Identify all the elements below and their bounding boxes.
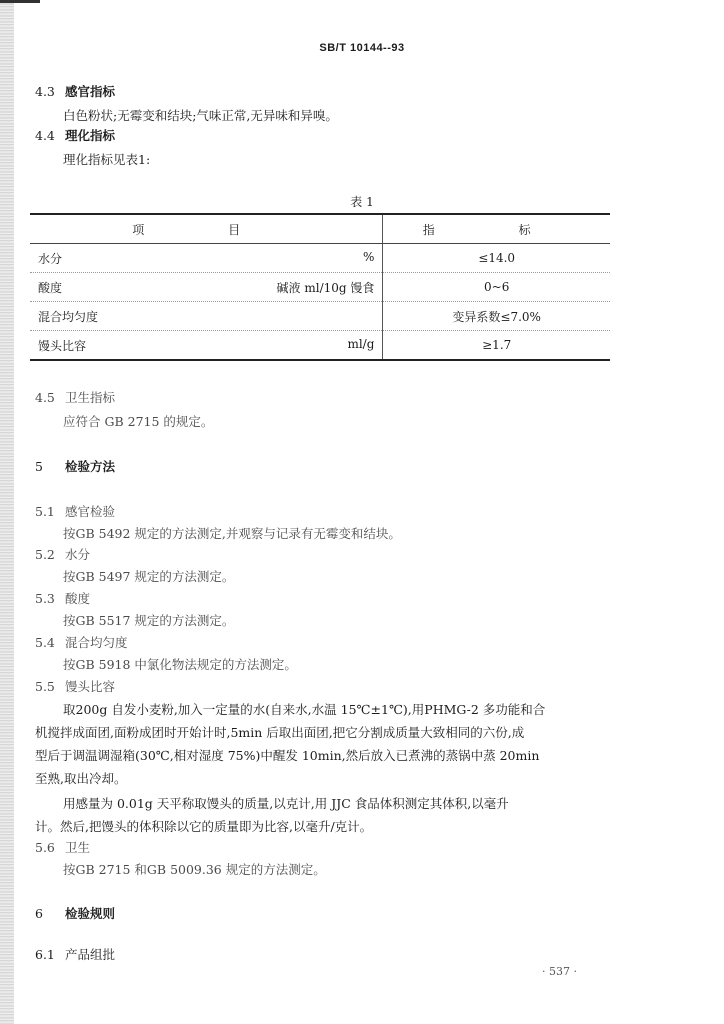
section-title: 混合均匀度 (65, 635, 128, 650)
table-cell-spec: ≥1.7 (383, 331, 610, 361)
standard-code-header: SB/T 10144--93 (319, 42, 405, 54)
section-5-6-text: 按GB 2715 和GB 5009.36 规定的方法测定。 (63, 862, 326, 877)
section-title: 理化指标 (65, 128, 116, 143)
section-5-4-text: 按GB 5918 中氯化物法规定的方法测定。 (63, 657, 297, 672)
table-cell-spec: 0~6 (383, 273, 610, 302)
table-caption: 表 1 (350, 195, 374, 209)
section-title: 检验方法 (65, 459, 116, 474)
section-title: 感官指标 (65, 84, 116, 99)
paragraph-line: 至熟,取出冷却。 (35, 771, 127, 786)
section-4-5-text: 应符合 GB 2715 的规定。 (63, 414, 214, 429)
header-spec: 指 标 (383, 214, 610, 244)
section-number: 5.2 (35, 547, 55, 562)
section-5-5-heading (35, 677, 115, 695)
paragraph-line: 型后于调温调湿箱(30℃,相对湿度 75%)中醒发 10min,然后放入已煮沸的蒸锅中蒸 20min (35, 748, 540, 763)
section-title: 水分 (65, 547, 91, 562)
section-number: 6.1 (35, 947, 55, 962)
section-title: 卫生指标 (65, 390, 116, 405)
table-cell-unit: 碱液 ml/10g 馒食 (276, 280, 375, 295)
table-cell-unit: ml/g (347, 336, 375, 351)
table-cell-item: 混合均匀度 (30, 302, 383, 331)
section-number: 5.6 (35, 840, 55, 855)
section-5-1-text: 按GB 5492 规定的方法测定,并观察与记录有无霉变和结块。 (63, 526, 401, 541)
scan-edge-artifact (0, 0, 14, 1024)
paragraph-line: 取200g 自发小麦粉,加入一定量的水(自来水,水温 15℃±1℃),用PHMG-2 多功能和合 (63, 702, 546, 717)
section-4-4-text: 理化指标见表1: (63, 152, 151, 167)
section-number: 5.3 (35, 591, 55, 606)
section-5-2-text: 按GB 5497 规定的方法测定。 (63, 569, 235, 584)
chapter-5-heading (35, 457, 115, 475)
spec-table (30, 213, 610, 361)
table-header-row (30, 214, 610, 244)
paragraph-line: 机搅拌成面团,面粉成团时开始计时,5min 后取出面团,把它分割成质量大致相同的六份,成 (35, 725, 525, 740)
header-item: 项 目 (30, 214, 383, 244)
table-cell-spec: ≤14.0 (383, 244, 610, 273)
section-title: 卫生 (65, 840, 91, 855)
section-number: 4.4 (35, 128, 55, 143)
table-cell-item: 水分 % (30, 244, 383, 273)
corner-mark (0, 0, 40, 3)
section-6-1-heading (35, 945, 115, 963)
section-title: 酸度 (65, 591, 91, 606)
section-4-3-heading (35, 82, 115, 100)
paragraph-line: 计。然后,把馒头的体积除以它的质量即为比容,以毫升/克计。 (35, 819, 373, 834)
table-row (30, 331, 610, 361)
table-row (30, 302, 610, 331)
section-title: 产品组批 (65, 947, 116, 962)
section-5-6-heading (35, 838, 90, 856)
section-5-3-heading (35, 589, 90, 607)
section-4-4-heading (35, 126, 115, 144)
section-number: 5 (35, 459, 43, 474)
section-4-3-text: 白色粉状;无霉变和结块;气味正常,无异味和异嗅。 (63, 108, 338, 123)
table-cell-spec: 变异系数≤7.0% (383, 302, 610, 331)
paragraph-line: 用感量为 0.01g 天平称取馒头的质量,以克计,用 JJC 食品体积测定其体积,以毫升 (63, 796, 509, 811)
section-number: 5.1 (35, 504, 55, 519)
section-number: 5.5 (35, 679, 55, 694)
section-number: 6 (35, 906, 43, 921)
table-row (30, 244, 610, 273)
section-5-2-heading (35, 545, 90, 563)
section-number: 4.5 (35, 390, 55, 405)
table-row (30, 273, 610, 302)
section-4-5-heading (35, 388, 115, 406)
table-cell-item: 酸度 碱液 ml/10g 馒食 (30, 273, 383, 302)
section-5-4-heading (35, 633, 128, 651)
section-5-1-heading (35, 502, 115, 520)
section-number: 4.3 (35, 84, 55, 99)
section-5-3-text: 按GB 5517 规定的方法测定。 (63, 613, 235, 628)
section-title: 馒头比容 (65, 679, 116, 694)
table-cell-unit: % (362, 249, 375, 264)
section-title: 感官检验 (65, 504, 116, 519)
section-number: 5.4 (35, 635, 55, 650)
section-title: 检验规则 (65, 906, 116, 921)
page-number: · 537 · (542, 965, 577, 978)
chapter-6-heading (35, 904, 115, 922)
table-cell-item: 馒头比容 ml/g (30, 331, 383, 361)
